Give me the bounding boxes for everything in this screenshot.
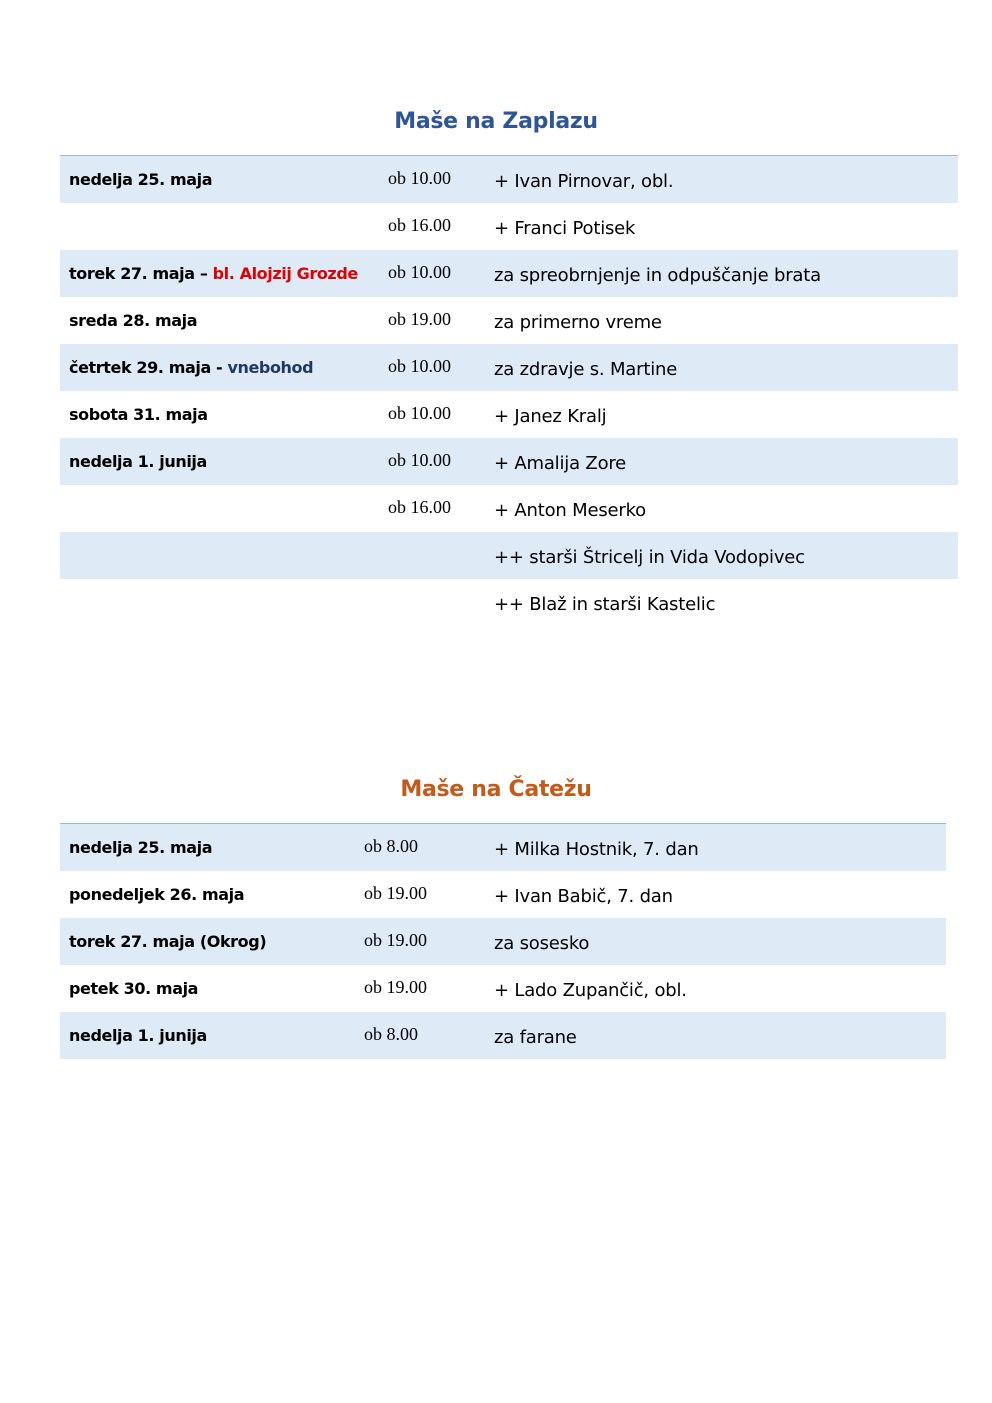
time-cell — [388, 532, 494, 544]
table-row — [60, 156, 958, 203]
day-cell: sreda 28. maja — [69, 310, 198, 330]
time-cell — [388, 579, 494, 591]
time-cell: ob 10.00 — [388, 449, 451, 470]
table-row — [60, 871, 946, 918]
table-row — [60, 297, 958, 344]
intention-cell: + Franci Potisek — [494, 217, 636, 239]
day-cell — [69, 203, 388, 217]
day-cell: petek 30. maja — [69, 978, 199, 998]
day-cell: nedelja 1. junija — [69, 1025, 207, 1045]
table-row — [60, 1012, 946, 1059]
zaplaz-title: Maše na Zaplazu — [394, 109, 598, 134]
table-row — [60, 579, 958, 626]
table-row — [60, 532, 958, 579]
intention-cell: + Ivan Babič, 7. dan — [494, 885, 673, 907]
catez-title: Maše na Čatežu — [400, 777, 592, 802]
intention-cell: + Janez Kralj — [494, 405, 607, 427]
day-cell — [69, 250, 388, 283]
intention-cell: + Lado Zupančič, obl. — [494, 979, 687, 1001]
intention-cell: + Ivan Pirnovar, obl. — [494, 171, 674, 192]
time-cell: ob 8.00 — [364, 1023, 418, 1044]
intention-cell: ++ Blaž in starši Kastelic — [494, 593, 716, 615]
catez-mass-table — [60, 823, 946, 1059]
table-row — [60, 250, 958, 297]
day-cell — [69, 344, 388, 377]
table-row — [60, 485, 958, 532]
time-cell: ob 19.00 — [364, 976, 427, 997]
table-row — [60, 344, 958, 391]
time-cell: ob 8.00 — [364, 836, 418, 856]
day-cell — [69, 532, 388, 546]
time-cell: ob 10.00 — [388, 402, 451, 423]
zaplaz-mass-table — [60, 155, 958, 626]
intention-cell: za farane — [494, 1026, 577, 1048]
time-cell: ob 10.00 — [388, 261, 451, 282]
intention-cell: za zdravje s. Martine — [494, 358, 678, 380]
day-cell — [69, 579, 388, 593]
table-row — [60, 965, 946, 1012]
time-cell: ob 16.00 — [388, 496, 451, 517]
time-cell: ob 10.00 — [388, 355, 451, 376]
time-cell: ob 16.00 — [388, 214, 451, 235]
time-cell: ob 19.00 — [364, 882, 427, 903]
day-text: četrtek 29. maja - — [69, 357, 228, 377]
day-cell: torek 27. maja (Okrog) — [69, 931, 267, 951]
intention-cell: za spreobrnjenje in odpuščanje brata — [494, 264, 821, 286]
feast-label: bl. Alojzij Grozde — [212, 263, 358, 283]
table-row — [60, 203, 958, 250]
day-cell: ponedeljek 26. maja — [69, 884, 245, 904]
time-cell: ob 19.00 — [364, 929, 427, 950]
time-cell: ob 19.00 — [388, 308, 451, 329]
intention-cell: + Milka Hostnik, 7. dan — [494, 839, 699, 860]
intention-cell: za primerno vreme — [494, 311, 662, 333]
table-row — [60, 918, 946, 965]
day-cell: nedelja 25. maja — [69, 838, 213, 857]
intention-cell: + Anton Meserko — [494, 499, 646, 521]
day-cell: nedelja 1. junija — [69, 451, 207, 471]
day-text: torek 27. maja – — [69, 263, 213, 283]
table-row — [60, 438, 958, 485]
day-cell: sobota 31. maja — [69, 404, 208, 424]
table-row — [60, 824, 946, 871]
time-cell: ob 10.00 — [388, 168, 451, 188]
day-cell — [69, 485, 388, 499]
feast-label: vnebohod — [227, 357, 314, 377]
intention-cell: + Amalija Zore — [494, 452, 627, 474]
table-row — [60, 391, 958, 438]
day-cell: nedelja 25. maja — [69, 170, 213, 189]
intention-cell: ++ starši Štricelj in Vida Vodopivec — [494, 546, 805, 568]
intention-cell: za sosesko — [494, 932, 590, 954]
